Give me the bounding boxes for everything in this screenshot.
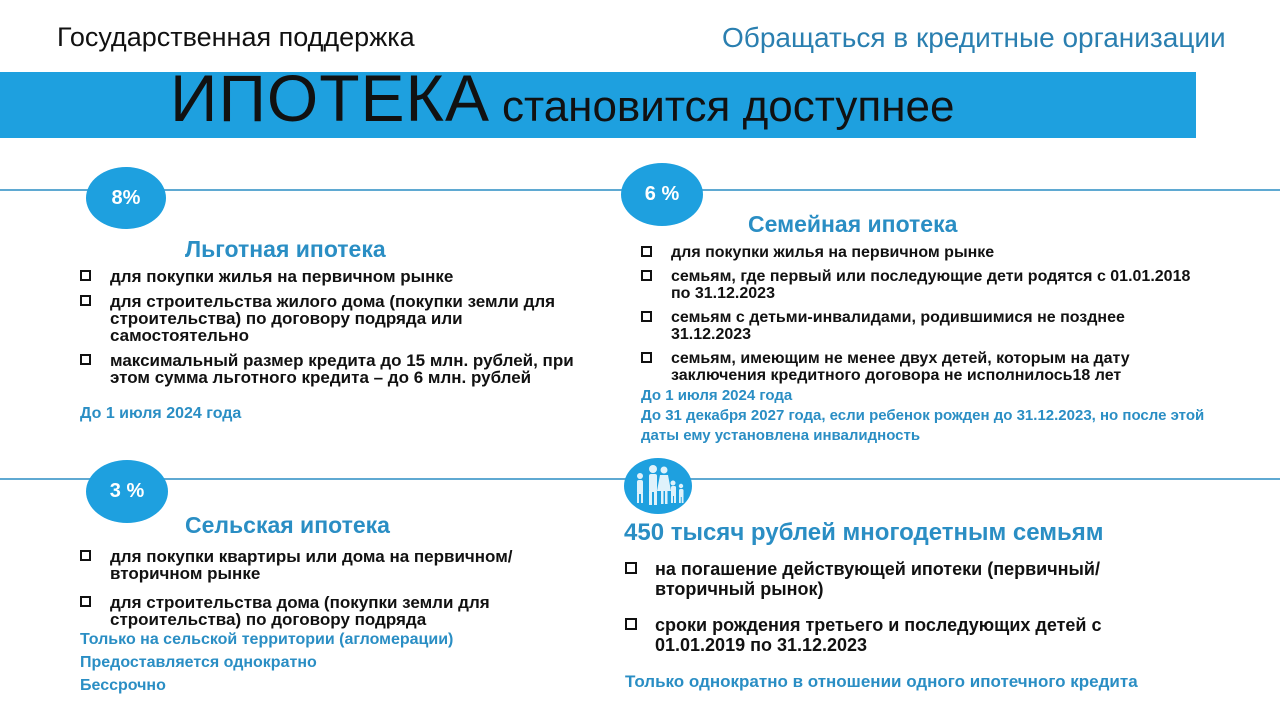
note-preferential-date: До 1 июля 2024 года	[80, 405, 242, 422]
list-rural	[80, 548, 580, 628]
banner-title-sub: становится доступнее	[502, 82, 955, 131]
note-rural-territory: Только на сельской территории (агломерации)	[80, 631, 454, 648]
list-item: для покупки квартиры или дома на первичном/вторичном рынке	[80, 548, 580, 582]
title-large-family: 450 тысяч рублей многодетным семьям	[624, 519, 1104, 546]
list-item: семьям с детьми-инвалидами, родившимися не позднее 31.12.2023	[641, 309, 1201, 343]
checkbox-icon	[80, 596, 91, 607]
banner-title-main: ИПОТЕКА	[170, 61, 491, 135]
checkbox-icon	[625, 618, 637, 630]
list-large-family	[625, 559, 1185, 655]
list-item: сроки рождения третьего и последующих детей с 01.01.2019 по 31.12.2023	[625, 615, 1185, 655]
header-right-text: Обращаться в кредитные организации	[722, 22, 1226, 53]
list-item: для покупки жилья на первичном рынке	[80, 268, 590, 285]
checkbox-icon	[625, 562, 637, 574]
note-rural-once: Предоставляется однократно	[80, 654, 317, 671]
title-rural: Сельская ипотека	[185, 512, 390, 538]
badge-rural: 3 %	[86, 460, 168, 523]
note-rural-term: Бессрочно	[80, 677, 166, 694]
badge-preferential: 8%	[86, 167, 166, 229]
family-icon	[623, 456, 693, 514]
note-large-family: Только однократно в отношении одного ипотечного кредита	[625, 672, 1138, 691]
checkbox-icon	[80, 295, 91, 306]
checkbox-icon	[641, 311, 652, 322]
title-family: Семейная ипотека	[748, 211, 958, 237]
list-item: семьям, где первый или последующие дети родятся с 01.01.2018 по 31.12.2023	[641, 268, 1201, 302]
notes-family	[641, 386, 1221, 446]
note-family-extended: До 31 декабря 2027 года, если ребенок рожден до 31.12.2023, но после этой даты ему установлена инвалидность	[641, 407, 1205, 444]
checkbox-icon	[641, 246, 652, 257]
list-item: для покупки жилья на первичном рынке	[641, 244, 1201, 261]
list-item: семьям, имеющим не менее двух детей, которым на дату заключения кредитного договора не исполнилось18 лет	[641, 350, 1201, 384]
checkbox-icon	[641, 352, 652, 363]
checkbox-icon	[80, 354, 91, 365]
list-item: максимальный размер кредита до 15 млн. рублей, при этом сумма льготного кредита – до 6 млн. рублей	[80, 352, 590, 386]
notes-rural	[80, 628, 453, 697]
list-preferential	[80, 268, 590, 386]
checkbox-icon	[80, 270, 91, 281]
list-family	[641, 244, 1201, 384]
banner-title	[170, 56, 954, 149]
title-preferential: Льготная ипотека	[185, 236, 386, 262]
checkbox-icon	[641, 270, 652, 281]
checkbox-icon	[80, 550, 91, 561]
list-item: на погашение действующей ипотеки (первичный/вторичный рынок)	[625, 559, 1185, 599]
note-family-date: До 1 июля 2024 года	[641, 387, 793, 404]
badge-family: 6 %	[621, 163, 703, 226]
list-item: для строительства жилого дома (покупки земли для строительства) по договору подряда или самостоятельно	[80, 293, 590, 344]
list-item: для строительства дома (покупки земли для строительства) по договору подряда	[80, 594, 580, 628]
header-left-text: Государственная поддержка	[57, 22, 415, 52]
